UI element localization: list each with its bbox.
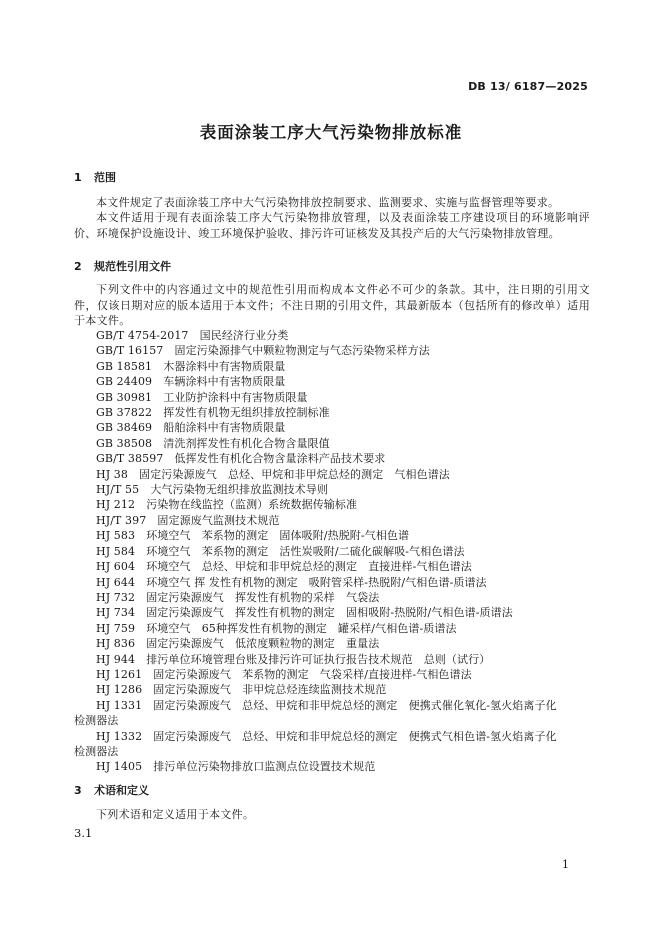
reference-continuation: 检测器法 <box>74 744 119 758</box>
reference-item: HJ 732 固定污染源废气 挥发性有机物的采样 气袋法 <box>96 590 380 604</box>
reference-item: GB 18581 木器涂料中有害物质限量 <box>96 359 286 373</box>
doc-code: DB 13/ 6187—2025 <box>468 80 588 93</box>
reference-item: HJ 584 环境空气 苯系物的测定 活性炭吸附/二硫化碳解吸-气相色谱法 <box>96 544 465 558</box>
section-3-paragraph-1: 下列术语和定义适用于本文件。 <box>96 808 255 821</box>
reference-line: HJ 1332 固定污染源废气 总烃、甲烷和非甲烷总烃的测定 便携式气相色谱-氢火焰离子化 <box>96 729 557 743</box>
reference-item: HJ 604 环境空气 总烃、甲烷和非甲烷总烃的测定 直接进样-气相色谱法 <box>96 560 472 574</box>
reference-item: GB/T 38597 低挥发性有机化合物含量涂料产品技术要求 <box>96 452 386 466</box>
reference-item: HJ/T 55 大气污染物无组织排放监测技术导则 <box>96 483 328 497</box>
section-1-paragraph-2: 本文件适用于现有表面涂装工序大气污染物排放管理，以及表面涂装工序建设项目的环境影响评价、环境保护设施设计、竣工环境保护验收、排污许可证核发及其投产后的大气污染物排放管理。 <box>74 211 590 240</box>
reference-item: HJ/T 397 固定源废气监测技术规范 <box>96 513 280 527</box>
reference-list <box>74 328 590 775</box>
reference-item: GB 30981 工业防护涂料中有害物质限量 <box>96 390 308 404</box>
reference-item: GB/T 4754-2017 国民经济行业分类 <box>96 329 289 342</box>
page-number: 1 <box>562 858 569 871</box>
reference-item: GB 37822 挥发性有机物无组织排放控制标准 <box>96 406 330 420</box>
reference-item: HJ 1286 固定污染源废气 非甲烷总烃连续监测技术规范 <box>96 683 387 697</box>
reference-item: HJ 944 排污单位环境管理台账及排污许可证执行报告技术规范 总则（试行） <box>96 652 491 666</box>
section-title: 术语和定义 <box>94 784 149 797</box>
reference-item: GB 38469 船舶涂料中有害物质限量 <box>96 421 286 435</box>
reference-item: HJ 836 固定污染源废气 低浓度颗粒物的测定 重量法 <box>96 637 380 651</box>
section-title: 范围 <box>94 171 116 184</box>
section-2-heading <box>74 258 171 274</box>
section-1-paragraph-1: 本文件规定了表面涂装工序中大气污染物排放控制要求、监测要求、实施与监督管理等要求。 <box>96 196 560 209</box>
section-number: 3 <box>74 784 82 797</box>
reference-item: HJ 734 固定污染源废气 挥发性有机物的测定 固相吸附-热脱附/气相色谱-质谱法 <box>96 606 513 620</box>
section-number: 1 <box>74 171 82 184</box>
reference-item: HJ 1261 固定污染源废气 苯系物的测定 气袋采样/直接进样-气相色谱法 <box>96 667 472 681</box>
reference-item: GB 38508 清洗剂挥发性有机化合物含量限值 <box>96 436 330 450</box>
reference-item: HJ 759 环境空气 65种挥发性有机物的测定 罐采样/气相色谱-质谱法 <box>96 621 457 635</box>
section-number: 2 <box>74 260 82 273</box>
reference-item: HJ 583 环境空气 苯系物的测定 固体吸附/热脱附-气相色谱 <box>96 529 410 543</box>
reference-line: HJ 1331 固定污染源废气 总烃、甲烷和非甲烷总烃的测定 便携式催化氧化-氢火焰离子化 <box>96 698 557 712</box>
reference-item: HJ 644 环境空气 挥 发性有机物的测定 吸附管采样-热脱附/气相色谱-质谱法 <box>96 575 487 589</box>
subclause-number: 3.1 <box>74 826 93 840</box>
reference-item-wrapped <box>74 698 590 729</box>
section-title: 规范性引用文件 <box>94 260 171 273</box>
section-3-heading <box>74 782 149 798</box>
reference-continuation: 检测器法 <box>74 714 119 728</box>
reference-item: GB 24409 车辆涂料中有害物质限量 <box>96 375 286 389</box>
reference-item-wrapped <box>74 729 590 760</box>
section-1-heading <box>74 169 116 185</box>
reference-item: HJ 38 固定污染源废气 总烃、甲烷和非甲烷总烃的测定 气相色谱法 <box>96 467 450 481</box>
reference-item: HJ 1405 排污单位污染物排放口监测点位设置技术规范 <box>96 760 376 774</box>
reference-item: GB/T 16157 固定污染源排气中颗粒物测定与气态污染物采样方法 <box>96 344 430 358</box>
reference-item: HJ 212 污染物在线监控（监测）系统数据传输标准 <box>96 498 358 512</box>
document-title: 表面涂装工序大气污染物排放标准 <box>199 123 463 142</box>
section-2-paragraph-1: 下列文件中的内容通过文中的规范性引用而构成本文件必不可少的条款。其中，注日期的引用文件，仅该日期对应的版本适用于本文件；不注日期的引用文件，其最新版本（包括所有的修改单）适用于本文件。 <box>74 283 590 327</box>
